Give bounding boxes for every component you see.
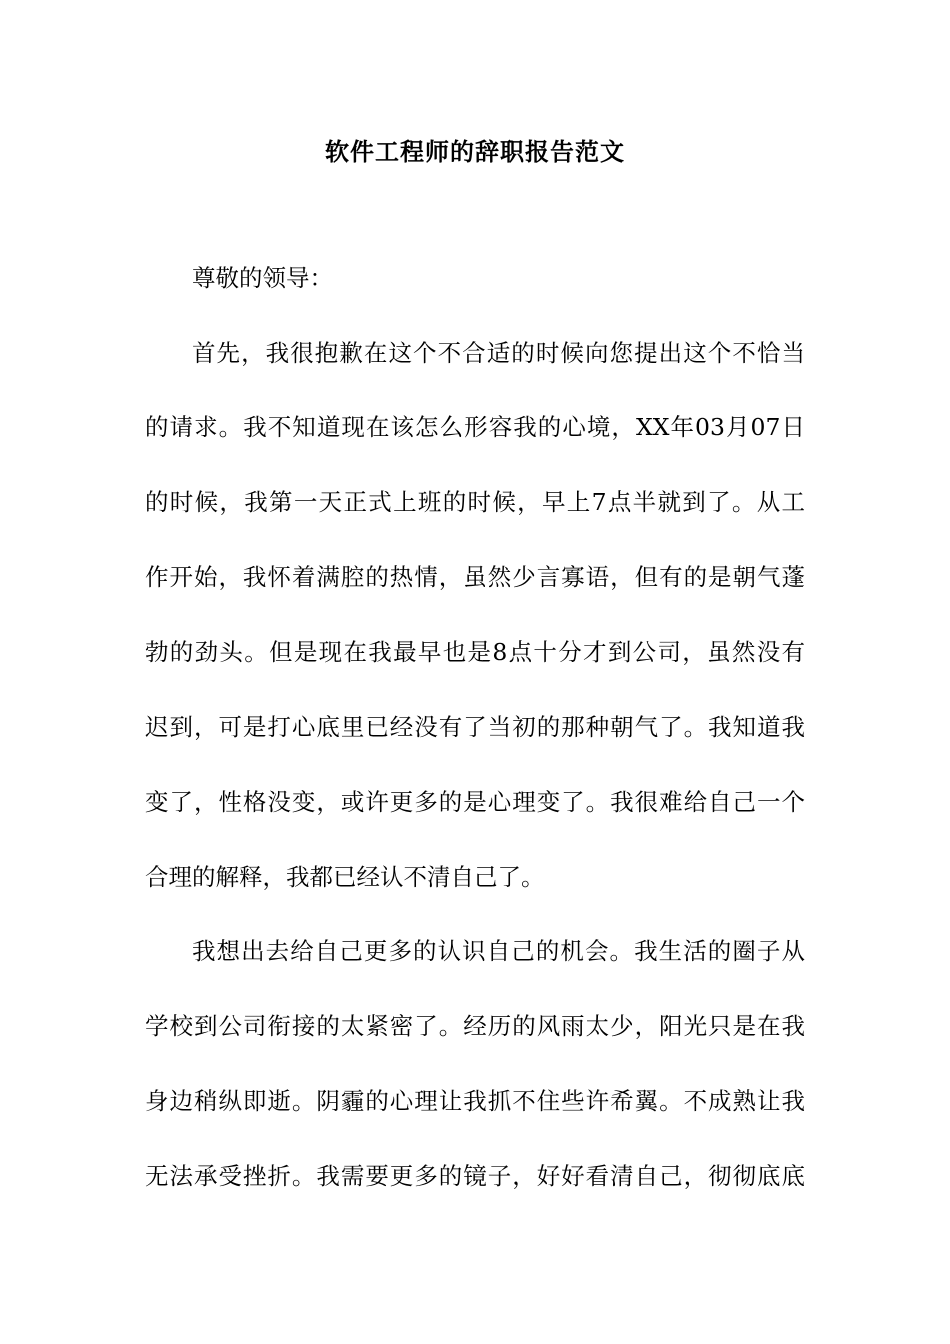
paragraph-line: 合理的解释，我都已经认不清自己了。: [145, 863, 545, 891]
paragraph-line: 变了，性格没变，或许更多的是心理变了。我很难给自己一个: [145, 788, 805, 816]
paragraph-line: 我想出去给自己更多的认识自己的机会。我生活的圈子从: [192, 937, 805, 965]
document-title: 软件工程师的辞职报告范文: [325, 137, 625, 166]
paragraph-line: 首先，我很抱歉在这个不合适的时候向您提出这个不恰当: [192, 339, 805, 367]
paragraph-line: 无法承受挫折。我需要更多的镜子，好好看清自己，彻彻底底: [145, 1162, 805, 1190]
paragraph-line: 迟到，可是打心底里已经没有了当初的那种朝气了。我知道我: [145, 713, 805, 741]
salutation: 尊敬的领导：: [192, 264, 333, 292]
paragraph-line: 作开始，我怀着满腔的热情，虽然少言寡语，但有的是朝气蓬: [145, 563, 805, 591]
paragraph-line: 勃的劲头。但是现在我最早也是8点十分才到公司，虽然没有: [145, 638, 805, 666]
paragraph-line: 的时候，我第一天正式上班的时候，早上7点半就到了。从工: [145, 488, 805, 516]
paragraph-line: 学校到公司衔接的太紧密了。经历的风雨太少，阳光只是在我: [145, 1012, 805, 1040]
paragraph-line: 的请求。我不知道现在该怎么形容我的心境，XX年03月07日: [145, 413, 805, 441]
paragraph-line: 身边稍纵即逝。阴霾的心理让我抓不住些许希翼。不成熟让我: [145, 1087, 805, 1115]
